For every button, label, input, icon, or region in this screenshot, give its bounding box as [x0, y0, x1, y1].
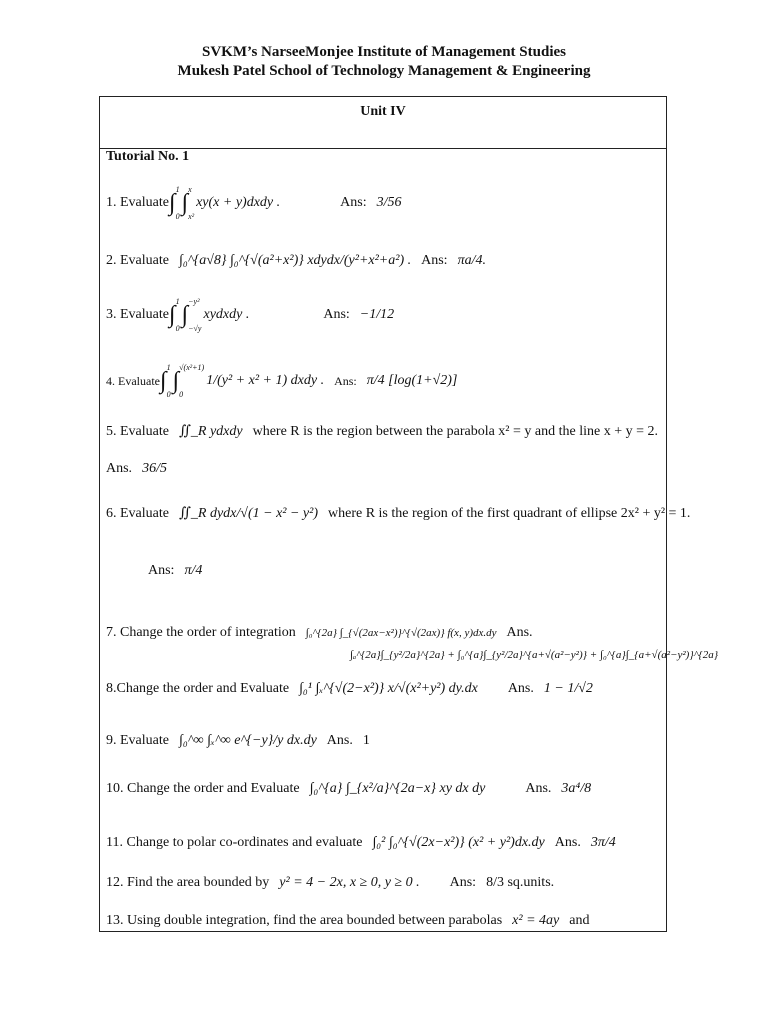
- question-3: 3. Evaluate ∫ 1 0 ∫ −y² −√y xydxdy . Ans: −1/12: [106, 297, 395, 333]
- question-5-integrand: ∬_R ydxdy: [178, 424, 243, 439]
- question-6-integrand: ∬_R dydx/√(1 − x² − y²): [178, 506, 318, 521]
- question-1: 1. Evaluate ∫ 1 0 ∫ x x² xy(x + y)dxdy . Ans: 3/56: [106, 185, 402, 221]
- question-11-answer: 3π/4: [590, 835, 616, 850]
- question-12-prefix: 12. Find the area bounded by: [106, 875, 270, 890]
- question-1-integrand: xy(x + y)dxdy .: [196, 195, 281, 210]
- question-8-answer: 1 − 1/√2: [543, 681, 593, 696]
- question-8: [106, 681, 593, 697]
- question-8-integrand: ∫₀¹ ∫ₓ^{√(2−x²)} x/√(x²+y²) dy.dx: [299, 681, 478, 696]
- unit-title: Unit IV: [360, 104, 406, 119]
- question-11-prefix: 11. Change to polar co-ordinates and evaluate: [106, 835, 363, 850]
- question-7-answer: ∫ₐ^{2a}∫_{y²/2a}^{2a} + ∫₀^{a}∫_{y²/2a}^{a+√(a²−y²)} + ∫₀^{a}∫_{a+√(a²−y²)}^{2a}: [350, 649, 719, 661]
- question-10-ans-label: Ans.: [525, 781, 552, 796]
- tutorial-title: Tutorial No. 1: [106, 149, 190, 164]
- question-8-ans-label: Ans.: [507, 681, 534, 696]
- question-10: [106, 781, 591, 797]
- question-4-answer: π/4 [log(1+√2)]: [366, 373, 458, 388]
- question-2-ans-label: Ans:: [421, 253, 448, 268]
- question-13-integrand: x² = 4ay: [512, 913, 560, 928]
- question-5-text: where R is the region between the parabola x² = y and the line x + y = 2.: [252, 423, 658, 439]
- question-3-ans-label: Ans:: [323, 307, 350, 322]
- question-2-integrand: ∫₀^{a√8} ∫₀^{√(a²+x²)} xdydx/(y²+x²+a²) .: [178, 253, 412, 268]
- question-7-prefix: 7. Change the order of integration: [106, 625, 296, 640]
- question-7-ans-label: Ans.: [506, 625, 533, 640]
- question-13-prefix: 13. Using double integration, find the area bounded between parabolas: [106, 913, 503, 928]
- question-6: [106, 505, 690, 522]
- question-9-integrand: ∫₀^∞ ∫ₓ^∞ e^{−y}/y dx.dy: [178, 733, 317, 748]
- question-2-prefix: 2. Evaluate: [106, 253, 169, 268]
- question-1-ans-label: Ans:: [340, 195, 367, 210]
- question-4-integrand: 1/(y² + x² + 1) dxdy .: [206, 373, 325, 388]
- question-5-prefix: 5. Evaluate: [106, 423, 169, 439]
- question-12-answer: 8/3 sq.units.: [486, 875, 555, 890]
- question-13: [106, 913, 589, 929]
- question-5-answer-row: [106, 461, 167, 477]
- question-3-integrand: xydxdy .: [203, 307, 250, 322]
- question-2-answer: πa/4.: [457, 253, 486, 268]
- institute-name: SVKM’s NarseeMonjee Institute of Management Studies: [202, 44, 566, 60]
- question-11-integrand: ∫₀² ∫₀^{√(2x−x²)} (x² + y²)dx.dy: [372, 835, 545, 850]
- question-4-prefix: 4. Evaluate: [106, 373, 160, 388]
- question-10-answer: 3a⁴/8: [561, 781, 592, 796]
- question-12-ans-label: Ans:: [449, 875, 477, 890]
- question-10-integrand: ∫₀^{a} ∫_{x²/a}^{2a−x} xy dx dy: [309, 781, 486, 796]
- question-6-text: where R is the region of the first quadrant of ellipse 2x² + y² = 1.: [328, 505, 691, 521]
- question-7: [106, 625, 533, 641]
- question-13-text: and: [569, 913, 590, 928]
- question-7-integrand: ∫₀^{2a} ∫_{√(2ax−x²)}^{√(2ax)} f(x, y)dx.dy: [305, 627, 497, 639]
- question-6-answer: π/4: [184, 563, 203, 578]
- question-12: [106, 875, 554, 891]
- question-8-prefix: 8.Change the order and Evaluate: [106, 681, 290, 696]
- question-5: [106, 423, 658, 440]
- question-4-ans-label: Ans:: [334, 373, 357, 388]
- question-1-answer: 3/56: [376, 195, 402, 210]
- question-6-ans-label: Ans:: [148, 563, 175, 578]
- question-9-answer: 1: [362, 733, 370, 748]
- question-2: [106, 253, 486, 269]
- question-6-answer-row: [148, 563, 202, 579]
- question-10-prefix: 10. Change the order and Evaluate: [106, 781, 300, 796]
- question-5-ans-label: Ans.: [106, 461, 133, 476]
- question-6-prefix: 6. Evaluate: [106, 505, 169, 521]
- question-9-prefix: 9. Evaluate: [106, 733, 169, 748]
- question-9: [106, 733, 370, 749]
- tutorial-table: [99, 96, 719, 932]
- question-11: [106, 835, 616, 851]
- question-1-prefix: 1. Evaluate: [106, 195, 169, 210]
- question-11-ans-label: Ans.: [554, 835, 581, 850]
- question-3-prefix: 3. Evaluate: [106, 307, 169, 322]
- question-5-answer: 36/5: [142, 461, 167, 476]
- unit-row: [100, 97, 666, 149]
- question-12-integrand: y² = 4 − 2x, x ≥ 0, y ≥ 0 .: [279, 875, 420, 890]
- question-9-ans-label: Ans.: [326, 733, 353, 748]
- school-name: Mukesh Patel School of Technology Management & Engineering: [177, 63, 591, 79]
- question-3-answer: −1/12: [359, 307, 395, 322]
- question-4: 4. Evaluate ∫ 1 0 ∫ √(x²+1) 0 1/(y² + x² + 1) dxdy . Ans: π/4 [log(1+√2)]: [106, 363, 458, 399]
